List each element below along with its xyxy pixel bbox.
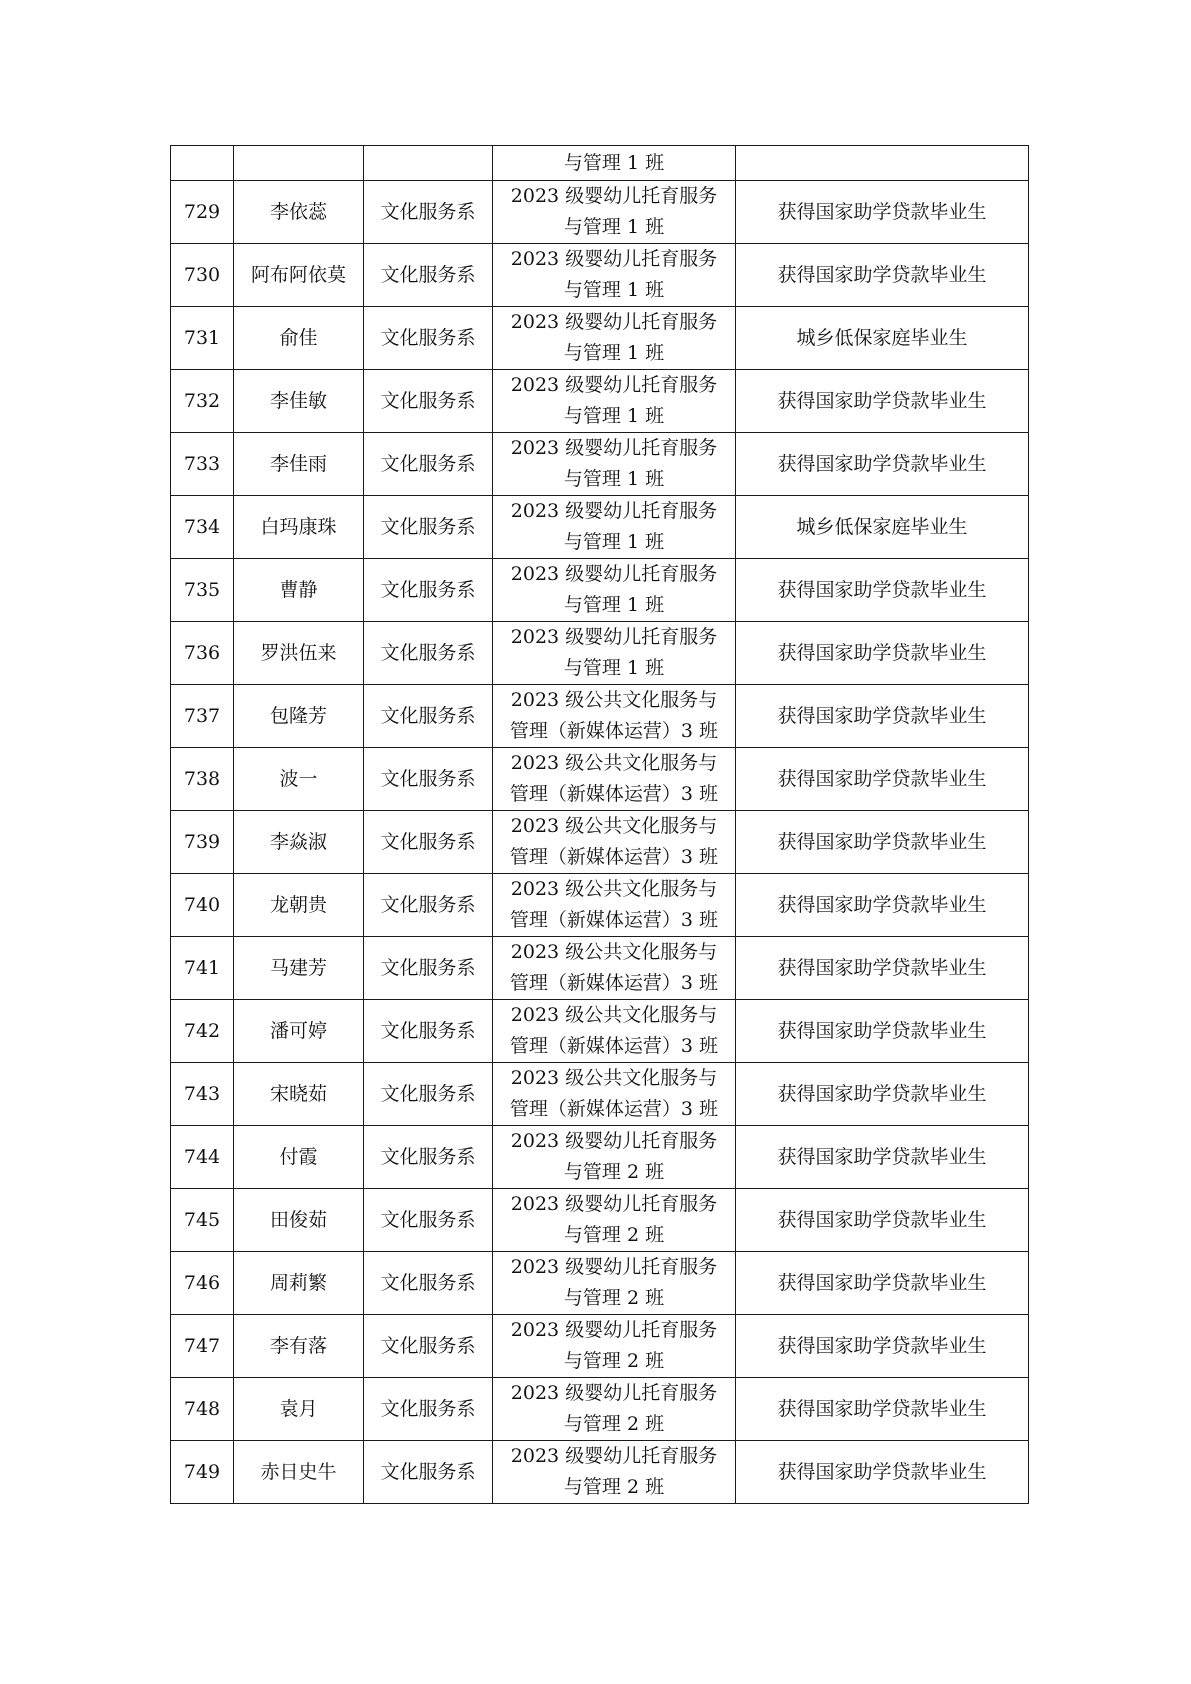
cell-category: 获得国家助学贷款毕业生 <box>736 874 1029 937</box>
class-line: 与管理 1 班 <box>563 342 665 364</box>
class-line: 管理（新媒体运营）3 班 <box>509 846 719 868</box>
cell-department: 文化服务系 <box>364 1063 493 1126</box>
cell-class <box>493 181 736 244</box>
cell-department: 文化服务系 <box>364 1315 493 1378</box>
class-line: 2023 级公共文化服务与 <box>510 1067 718 1089</box>
cell-name: 罗洪伍来 <box>234 622 364 685</box>
table-row-continued <box>171 146 1029 181</box>
cell-category: 获得国家助学贷款毕业生 <box>736 244 1029 307</box>
cell-category: 获得国家助学贷款毕业生 <box>736 622 1029 685</box>
cell-number: 744 <box>171 1126 234 1189</box>
cell-category <box>736 146 1029 181</box>
cell-department: 文化服务系 <box>364 496 493 559</box>
cell-department: 文化服务系 <box>364 370 493 433</box>
cell-department: 文化服务系 <box>364 433 493 496</box>
table-row <box>171 1315 1029 1378</box>
cell-name: 李焱淑 <box>234 811 364 874</box>
cell-department: 文化服务系 <box>364 307 493 370</box>
table-row <box>171 1378 1029 1441</box>
cell-number: 747 <box>171 1315 234 1378</box>
class-line: 与管理 1 班 <box>563 151 665 174</box>
cell-category: 获得国家助学贷款毕业生 <box>736 1126 1029 1189</box>
cell-class <box>493 874 736 937</box>
cell-number: 739 <box>171 811 234 874</box>
cell-name <box>234 146 364 181</box>
cell-department: 文化服务系 <box>364 1189 493 1252</box>
class-line: 2023 级婴幼儿托育服务 <box>510 311 718 333</box>
cell-number: 734 <box>171 496 234 559</box>
class-line: 2023 级婴幼儿托育服务 <box>510 1445 718 1467</box>
cell-class <box>493 622 736 685</box>
table-row <box>171 685 1029 748</box>
cell-department: 文化服务系 <box>364 1126 493 1189</box>
cell-category: 城乡低保家庭毕业生 <box>736 496 1029 559</box>
cell-number: 742 <box>171 1000 234 1063</box>
cell-number: 736 <box>171 622 234 685</box>
cell-name: 马建芳 <box>234 937 364 1000</box>
class-line: 与管理 1 班 <box>563 468 665 490</box>
cell-class <box>493 1063 736 1126</box>
cell-department: 文化服务系 <box>364 874 493 937</box>
cell-department: 文化服务系 <box>364 1378 493 1441</box>
class-line: 与管理 2 班 <box>563 1476 665 1498</box>
table-row <box>171 1189 1029 1252</box>
cell-category: 获得国家助学贷款毕业生 <box>736 1000 1029 1063</box>
cell-department: 文化服务系 <box>364 811 493 874</box>
table-row <box>171 937 1029 1000</box>
cell-category: 获得国家助学贷款毕业生 <box>736 1063 1029 1126</box>
cell-department: 文化服务系 <box>364 622 493 685</box>
cell-number: 749 <box>171 1441 234 1504</box>
roster-body <box>171 146 1029 1504</box>
table-row <box>171 1126 1029 1189</box>
table-row <box>171 1252 1029 1315</box>
cell-class <box>493 496 736 559</box>
cell-name: 阿布阿依莫 <box>234 244 364 307</box>
table-row <box>171 433 1029 496</box>
cell-name: 波一 <box>234 748 364 811</box>
cell-department: 文化服务系 <box>364 1000 493 1063</box>
cell-category: 获得国家助学贷款毕业生 <box>736 559 1029 622</box>
cell-category: 获得国家助学贷款毕业生 <box>736 748 1029 811</box>
cell-number: 746 <box>171 1252 234 1315</box>
class-line: 管理（新媒体运营）3 班 <box>509 720 719 742</box>
table-row <box>171 559 1029 622</box>
cell-category: 获得国家助学贷款毕业生 <box>736 811 1029 874</box>
cell-class <box>493 1000 736 1063</box>
class-line: 2023 级公共文化服务与 <box>510 689 718 711</box>
cell-class <box>493 1252 736 1315</box>
class-line: 2023 级婴幼儿托育服务 <box>510 1193 718 1215</box>
cell-category: 获得国家助学贷款毕业生 <box>736 181 1029 244</box>
cell-name: 宋晓茹 <box>234 1063 364 1126</box>
cell-category: 城乡低保家庭毕业生 <box>736 307 1029 370</box>
cell-name: 潘可婷 <box>234 1000 364 1063</box>
class-line: 与管理 1 班 <box>563 531 665 553</box>
cell-class <box>493 244 736 307</box>
cell-class <box>493 1441 736 1504</box>
class-line: 管理（新媒体运营）3 班 <box>509 1098 719 1120</box>
cell-department: 文化服务系 <box>364 685 493 748</box>
cell-department: 文化服务系 <box>364 1441 493 1504</box>
class-line: 2023 级婴幼儿托育服务 <box>510 1256 718 1278</box>
class-line: 2023 级公共文化服务与 <box>510 878 718 900</box>
cell-category: 获得国家助学贷款毕业生 <box>736 1315 1029 1378</box>
cell-name: 周莉繁 <box>234 1252 364 1315</box>
table-row <box>171 244 1029 307</box>
cell-number: 745 <box>171 1189 234 1252</box>
cell-class <box>493 811 736 874</box>
class-line: 2023 级公共文化服务与 <box>510 941 718 963</box>
cell-name: 付霞 <box>234 1126 364 1189</box>
class-line: 2023 级婴幼儿托育服务 <box>510 248 718 270</box>
class-line: 管理（新媒体运营）3 班 <box>509 783 719 805</box>
cell-department: 文化服务系 <box>364 559 493 622</box>
cell-name: 李有落 <box>234 1315 364 1378</box>
cell-category: 获得国家助学贷款毕业生 <box>736 937 1029 1000</box>
cell-name: 白玛康珠 <box>234 496 364 559</box>
cell-number: 741 <box>171 937 234 1000</box>
table-row <box>171 307 1029 370</box>
cell-name: 赤日史牛 <box>234 1441 364 1504</box>
cell-number <box>171 146 234 181</box>
cell-number: 730 <box>171 244 234 307</box>
class-line: 与管理 2 班 <box>563 1224 665 1246</box>
cell-department: 文化服务系 <box>364 937 493 1000</box>
cell-name: 李佳敏 <box>234 370 364 433</box>
cell-class <box>493 307 736 370</box>
cell-class <box>493 748 736 811</box>
class-line: 2023 级公共文化服务与 <box>510 752 718 774</box>
cell-department <box>364 146 493 181</box>
cell-class <box>493 433 736 496</box>
cell-category: 获得国家助学贷款毕业生 <box>736 1252 1029 1315</box>
table-row <box>171 811 1029 874</box>
class-line: 2023 级婴幼儿托育服务 <box>510 1319 718 1341</box>
cell-class <box>493 559 736 622</box>
cell-department: 文化服务系 <box>364 748 493 811</box>
cell-category: 获得国家助学贷款毕业生 <box>736 1441 1029 1504</box>
table-row <box>171 181 1029 244</box>
class-line: 2023 级婴幼儿托育服务 <box>510 626 718 648</box>
cell-name: 曹静 <box>234 559 364 622</box>
cell-category: 获得国家助学贷款毕业生 <box>736 1189 1029 1252</box>
cell-class <box>493 146 736 181</box>
cell-number: 729 <box>171 181 234 244</box>
cell-department: 文化服务系 <box>364 181 493 244</box>
cell-department: 文化服务系 <box>364 1252 493 1315</box>
table-row <box>171 874 1029 937</box>
class-line: 与管理 2 班 <box>563 1350 665 1372</box>
cell-name: 袁月 <box>234 1378 364 1441</box>
cell-name: 包隆芳 <box>234 685 364 748</box>
cell-category: 获得国家助学贷款毕业生 <box>736 433 1029 496</box>
class-line: 2023 级婴幼儿托育服务 <box>510 437 718 459</box>
cell-number: 733 <box>171 433 234 496</box>
table-row <box>171 1000 1029 1063</box>
cell-number: 737 <box>171 685 234 748</box>
cell-number: 748 <box>171 1378 234 1441</box>
class-line: 2023 级婴幼儿托育服务 <box>510 374 718 396</box>
cell-class <box>493 937 736 1000</box>
cell-category: 获得国家助学贷款毕业生 <box>736 685 1029 748</box>
cell-class <box>493 685 736 748</box>
class-line: 与管理 1 班 <box>563 216 665 238</box>
cell-department: 文化服务系 <box>364 244 493 307</box>
class-line: 与管理 1 班 <box>563 405 665 427</box>
cell-number: 738 <box>171 748 234 811</box>
class-line: 2023 级婴幼儿托育服务 <box>510 1130 718 1152</box>
class-line: 2023 级婴幼儿托育服务 <box>510 500 718 522</box>
table-row <box>171 748 1029 811</box>
class-line: 与管理 1 班 <box>563 594 665 616</box>
class-line: 与管理 1 班 <box>563 279 665 301</box>
cell-name: 俞佳 <box>234 307 364 370</box>
table-row <box>171 370 1029 433</box>
cell-class <box>493 1378 736 1441</box>
cell-number: 731 <box>171 307 234 370</box>
class-line: 与管理 2 班 <box>563 1413 665 1435</box>
class-line: 与管理 1 班 <box>563 657 665 679</box>
class-line: 2023 级婴幼儿托育服务 <box>510 185 718 207</box>
cell-name: 李佳雨 <box>234 433 364 496</box>
cell-number: 735 <box>171 559 234 622</box>
table-row <box>171 496 1029 559</box>
class-line: 管理（新媒体运营）3 班 <box>509 1035 719 1057</box>
class-line: 与管理 2 班 <box>563 1161 665 1183</box>
cell-category: 获得国家助学贷款毕业生 <box>736 370 1029 433</box>
class-line: 与管理 2 班 <box>563 1287 665 1309</box>
class-line: 管理（新媒体运营）3 班 <box>509 909 719 931</box>
cell-name: 龙朝贵 <box>234 874 364 937</box>
graduate-roster-table <box>170 145 1029 1504</box>
cell-name: 李依蕊 <box>234 181 364 244</box>
cell-category: 获得国家助学贷款毕业生 <box>736 1378 1029 1441</box>
cell-class <box>493 1126 736 1189</box>
cell-number: 743 <box>171 1063 234 1126</box>
cell-number: 740 <box>171 874 234 937</box>
cell-class <box>493 370 736 433</box>
class-line: 2023 级婴幼儿托育服务 <box>510 1382 718 1404</box>
class-line: 2023 级公共文化服务与 <box>510 815 718 837</box>
class-line: 管理（新媒体运营）3 班 <box>509 972 719 994</box>
cell-number: 732 <box>171 370 234 433</box>
table-row <box>171 1063 1029 1126</box>
table-row <box>171 1441 1029 1504</box>
class-line: 2023 级婴幼儿托育服务 <box>510 563 718 585</box>
cell-class <box>493 1315 736 1378</box>
class-line: 2023 级公共文化服务与 <box>510 1004 718 1026</box>
cell-name: 田俊茹 <box>234 1189 364 1252</box>
cell-class <box>493 1189 736 1252</box>
table-row <box>171 622 1029 685</box>
